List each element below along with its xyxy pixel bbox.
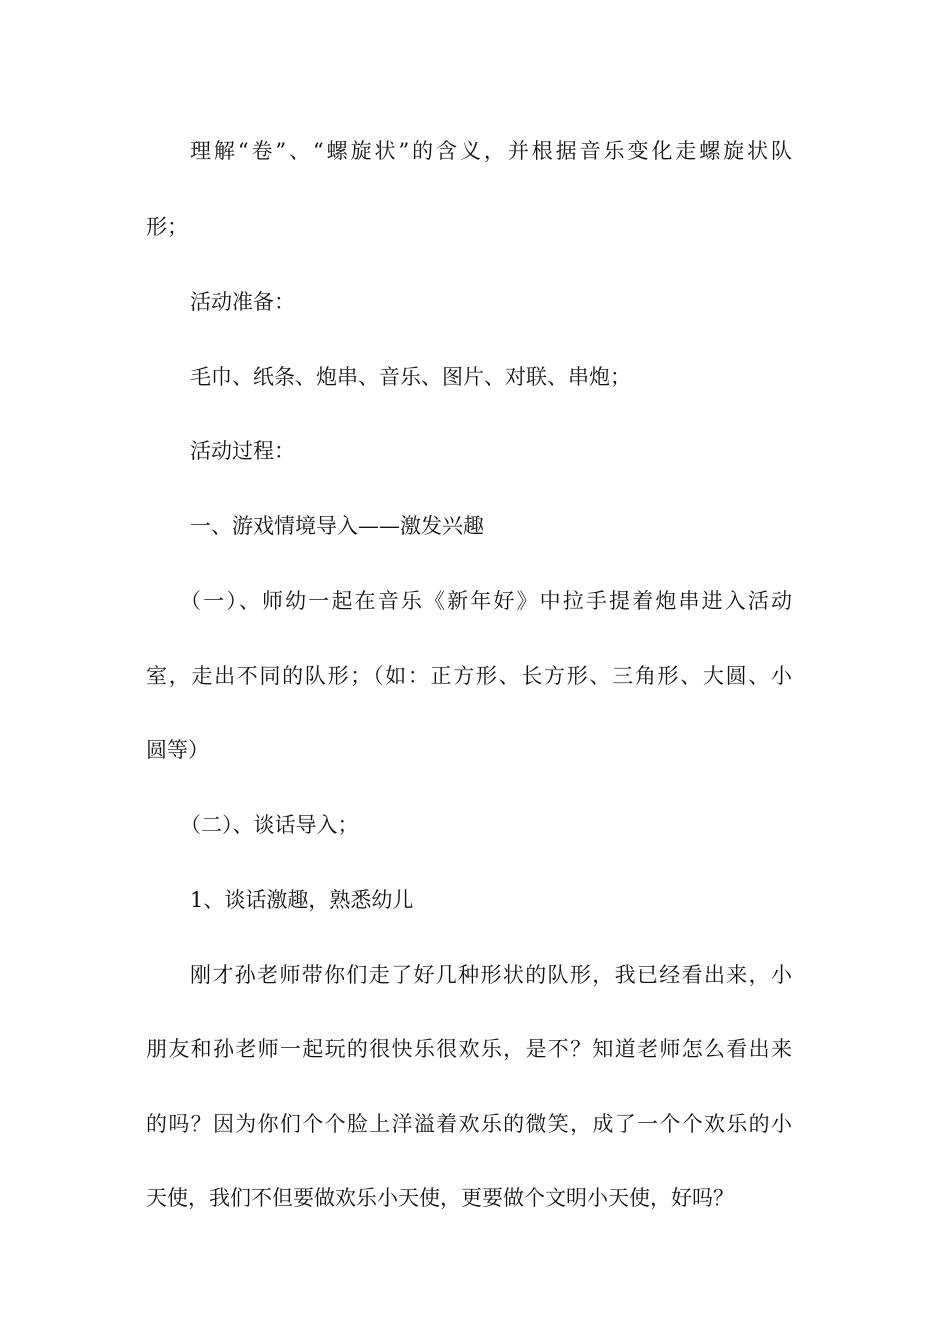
paragraph-line-7: （一）、师幼一起在音乐《新年好》中拉手提着炮串进入活动 xyxy=(180,589,792,613)
paragraph-line-14: 的吗？因为你们个个脸上洋溢着欢乐的微笑，成了一个个欢乐的小 xyxy=(146,1112,792,1136)
paragraph-line-1: 理解“卷”、“螺旋状”的含义，并根据音乐变化走螺旋状队 xyxy=(190,139,792,163)
section-heading-part-one: 一、游戏情境导入——激发兴趣 xyxy=(190,514,484,538)
paragraph-line-9: 圆等） xyxy=(146,738,209,762)
subheading-talk-intro: （二）、谈话导入； xyxy=(180,813,359,837)
paragraph-line-8: 室，走出不同的队形；（如：正方形、长方形、三角形、大圆、小 xyxy=(146,664,792,688)
section-heading-preparation: 活动准备： xyxy=(190,290,295,314)
subheading-talk-interest: 1、谈话激趣，熟悉幼儿 xyxy=(190,888,414,912)
paragraph-line-2: 形； xyxy=(146,215,188,239)
section-heading-process: 活动过程： xyxy=(190,439,295,463)
paragraph-line-13: 朋友和孙老师一起玩的很快乐很欢乐，是不？知道老师怎么看出来 xyxy=(146,1037,792,1061)
paragraph-line-12: 刚才孙老师带你们走了好几种形状的队形，我已经看出来，小 xyxy=(190,963,792,987)
paragraph-materials: 毛巾、纸条、炮串、音乐、图片、对联、串炮； xyxy=(190,365,631,389)
paragraph-line-15: 天使，我们不但要做欢乐小天使，更要做个文明小天使，好吗？ xyxy=(146,1186,734,1210)
